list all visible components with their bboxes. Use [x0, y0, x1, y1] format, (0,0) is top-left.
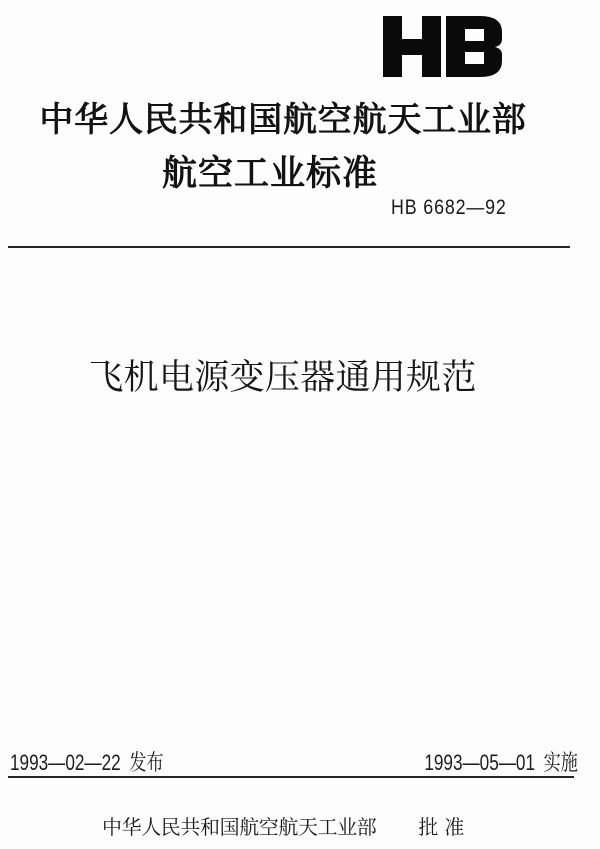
footer-divider: [8, 776, 574, 778]
issue-date-line: [10, 746, 164, 777]
implement-date-line: [424, 746, 578, 777]
standard-type: 航空工业标准: [161, 154, 378, 193]
standard-number: HB 6682—92: [391, 196, 507, 219]
document-title: 飞机电源变压器通用规范: [88, 358, 477, 397]
implement-label: 实施: [543, 750, 578, 775]
hb-logo-glyphs: [383, 16, 502, 77]
approval-line: [102, 811, 470, 840]
approver-name: 中华人民共和国航空航天工业部: [102, 817, 377, 839]
header-divider: [8, 246, 570, 248]
issue-label: 发布: [129, 750, 164, 775]
ministry-name: 中华人民共和国航空航天工业部: [39, 101, 527, 139]
implement-date: 1993—05—01: [424, 750, 536, 775]
approval-label: 批准: [418, 817, 471, 839]
hb-logo: [383, 16, 502, 77]
issue-date: 1993—02—22: [10, 750, 121, 775]
